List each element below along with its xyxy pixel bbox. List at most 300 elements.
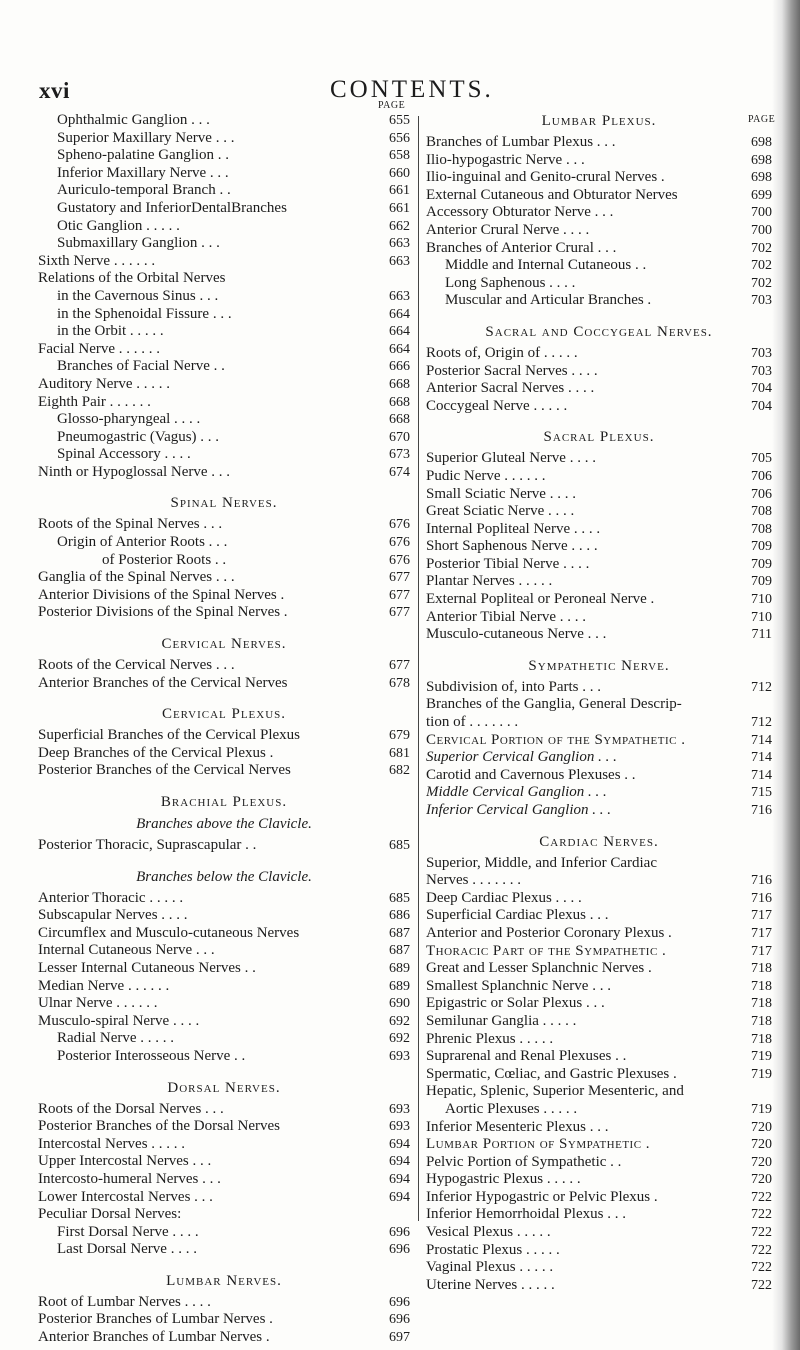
entry-title: Internal Cutaneous Nerve . . .: [38, 942, 215, 959]
entry-page-number: 720: [751, 1172, 772, 1188]
page-title: CONTENTS.: [330, 76, 494, 103]
toc-entry: [38, 446, 410, 464]
section-heading: Brachial Plexus.: [160, 794, 288, 810]
entry-page-number: 718: [751, 1013, 772, 1029]
entry-page-number: 703: [751, 293, 772, 309]
entry-title: Pneumogastric (Vagus) . . .: [57, 428, 220, 445]
entry-page-number: 658: [389, 148, 410, 164]
entry-title: Branches of Anterior Crural . . .: [426, 239, 617, 256]
entry-title: Great and Lesser Splanchnic Nerves .: [426, 960, 652, 977]
toc-entry: [38, 1030, 410, 1048]
entry-title: Phrenic Plexus . . . . .: [426, 1030, 554, 1047]
toc-section: [38, 494, 410, 622]
entry-title: in the Sphenoidal Fissure . . .: [57, 305, 232, 322]
entry-page-number: 705: [751, 451, 772, 467]
toc-entry: [38, 837, 410, 855]
toc-entry: [38, 1153, 410, 1171]
entry-title: Hypogastric Plexus . . . . .: [426, 1171, 581, 1188]
entry-title: Internal Popliteal Nerve . . . .: [426, 520, 601, 537]
entry-title: Superficial Branches of the Cervical Plexus: [38, 727, 301, 744]
entry-title: Suprarenal and Renal Plexuses . .: [426, 1048, 627, 1065]
entry-page-number: 694: [389, 1171, 410, 1187]
entry-title: Posterior Sacral Nerves . . . .: [426, 362, 598, 379]
entry-title: Gustatory and InferiorDentalBranches: [57, 199, 287, 216]
toc-entry: [426, 907, 772, 925]
toc-entry: [426, 855, 772, 873]
entry-title: Superior, Middle, and Inferior Cardiac: [426, 854, 657, 871]
toc-entry: [426, 1189, 772, 1207]
toc-entry: [426, 345, 772, 363]
toc-entry: [38, 341, 410, 359]
entry-page-number: 692: [389, 1013, 410, 1029]
entry-title: Thoracic Part of the Sympathetic .: [426, 942, 667, 959]
toc-entry: [38, 1206, 410, 1224]
toc-entry: [426, 169, 772, 187]
entry-title: Muscular and Articular Branches .: [445, 292, 652, 309]
entry-title: Inferior Hypogastric or Pelvic Plexus .: [426, 1188, 658, 1205]
entry-title: Plantar Nerves . . . . .: [426, 573, 553, 590]
toc-entry: [426, 1101, 772, 1119]
toc-section: [426, 657, 772, 820]
entry-page-number: 706: [751, 468, 772, 484]
toc-entry: [426, 134, 772, 152]
entry-page-number: 717: [751, 943, 772, 959]
entry-page-number: 703: [751, 345, 772, 361]
entry-page-number: 698: [751, 170, 772, 186]
entry-title: Superior Maxillary Nerve . . .: [57, 129, 235, 146]
entry-page-number: 689: [389, 960, 410, 976]
entry-page-number: 677: [389, 658, 410, 674]
entry-page-number: 686: [389, 908, 410, 924]
entry-page-number: 710: [751, 592, 772, 608]
entry-page-number: 660: [389, 165, 410, 181]
toc-entry: [38, 978, 410, 996]
toc-entry: [426, 749, 772, 767]
toc-entry: [426, 1206, 772, 1224]
section-subheading: Branches below the Clavicle.: [136, 868, 312, 885]
toc-entry: [426, 960, 772, 978]
toc-entry: [38, 235, 410, 253]
entry-page-number: 717: [751, 908, 772, 924]
entry-page-number: 664: [389, 324, 410, 340]
entry-title: Vaginal Plexus . . . . .: [426, 1259, 554, 1276]
entry-title: Branches of the Ganglia, General Descrip-: [426, 696, 682, 713]
entry-title: Epigastric or Solar Plexus . . .: [426, 995, 605, 1012]
section-heading: Dorsal Nerves.: [167, 1079, 281, 1096]
entry-page-number: 696: [389, 1312, 410, 1328]
toc-entry: [38, 942, 410, 960]
entry-page-number: 668: [389, 376, 410, 392]
entry-page-number: 718: [751, 961, 772, 977]
toc-entry: [426, 1171, 772, 1189]
entry-page-number: 722: [751, 1225, 772, 1241]
entry-title: Inferior Cervical Ganglion . . .: [426, 802, 611, 818]
entry-page-number: 702: [751, 258, 772, 274]
toc-entry: [426, 609, 772, 627]
toc-entry: [426, 275, 772, 293]
section-subheading: Branches above the Clavicle.: [136, 816, 312, 832]
toc-entry: [38, 218, 410, 236]
entry-title: Coccygeal Nerve . . . . .: [426, 397, 568, 414]
entry-page-number: 703: [751, 363, 772, 379]
entry-title: Intercostal Nerves . . . . .: [38, 1135, 186, 1152]
entry-page-number: 693: [389, 1119, 410, 1135]
entry-page-number: 690: [389, 996, 410, 1012]
entry-title: Anterior Thoracic . . . . .: [38, 889, 184, 906]
entry-title: Posterior Branches of the Cervical Nerves: [38, 762, 291, 779]
page-number: xvi: [39, 78, 70, 103]
toc-entry: [38, 1294, 410, 1312]
toc-entry: [426, 591, 772, 609]
entry-page-number: 716: [751, 803, 772, 818]
entry-title: tion of . . . . . . .: [426, 714, 519, 731]
entry-page-number: 704: [751, 398, 772, 414]
entry-title: Anterior and Posterior Coronary Plexus .: [426, 924, 672, 941]
toc-entry: [38, 270, 410, 288]
toc-section: [426, 833, 772, 1295]
section-heading: Cardiac Nerves.: [539, 833, 659, 850]
entry-page-number: 677: [389, 570, 410, 586]
toc-entry: [426, 556, 772, 574]
entry-title: Origin of Anterior Roots . . .: [57, 534, 228, 551]
entry-title: Spinal Accessory . . . .: [57, 446, 191, 463]
entry-title: Ganglia of the Spinal Nerves . . .: [38, 569, 235, 586]
toc-entry: [38, 1013, 410, 1031]
entry-page-number: 704: [751, 381, 772, 397]
toc-entry: [426, 872, 772, 890]
entry-page-number: 720: [751, 1119, 772, 1135]
entry-title: Inferior Hemorrhoidal Plexus . . .: [426, 1206, 626, 1223]
entry-title: Anterior Branches of the Cervical Nerves: [38, 674, 288, 691]
toc-entry: [426, 152, 772, 170]
entry-page-number: 693: [389, 1101, 410, 1117]
entry-page-number: 677: [389, 605, 410, 621]
entry-page-number: 674: [389, 464, 410, 480]
toc-entry: [38, 1189, 410, 1207]
entry-page-number: 673: [389, 447, 410, 463]
entry-page-number: 716: [751, 873, 772, 889]
entry-title: Superior Cervical Ganglion . . .: [426, 749, 617, 766]
toc-entry: [426, 380, 772, 398]
toc-entry: [426, 679, 772, 697]
toc-entry: [426, 925, 772, 943]
entry-title: Peculiar Dorsal Nerves:: [38, 1206, 182, 1223]
toc-entry: [426, 503, 772, 521]
entry-page-number: 661: [389, 183, 410, 199]
entry-title: Eighth Pair . . . . . .: [38, 393, 151, 410]
entry-page-number: 708: [751, 504, 772, 520]
toc-entry: [38, 1171, 410, 1189]
entry-title: Small Sciatic Nerve . . . .: [426, 485, 576, 502]
section-heading: Spinal Nerves.: [170, 495, 278, 512]
entry-title: Anterior Divisions of the Spinal Nerves .: [38, 586, 285, 603]
section-heading: Sacral Plexus.: [543, 429, 655, 446]
entry-title: Semilunar Ganglia . . . . .: [426, 1012, 577, 1029]
toc-entry: [38, 253, 410, 271]
toc-section: [38, 1272, 410, 1347]
entry-page-number: 720: [751, 1154, 772, 1170]
entry-page-number: 661: [389, 200, 410, 216]
toc-entry: [426, 732, 772, 750]
entry-title: Ophthalmic Ganglion . . .: [57, 112, 210, 128]
toc-section: [38, 868, 410, 1066]
toc-entry: [38, 394, 410, 412]
entry-title: Ninth or Hypoglossal Nerve . . .: [38, 463, 231, 480]
toc-section: [38, 705, 410, 780]
entry-title: Roots of, Origin of . . . . .: [426, 344, 578, 361]
toc-entry: [38, 587, 410, 605]
toc-entry: [426, 890, 772, 908]
section-heading: Sympathetic Nerve.: [528, 657, 670, 674]
entry-page-number: 706: [751, 486, 772, 502]
toc-entry: [426, 573, 772, 591]
toc-entry: [426, 363, 772, 381]
entry-title: Median Nerve . . . . . .: [38, 977, 170, 994]
entry-page-number: 664: [389, 306, 410, 322]
right-page-label: PAGE: [748, 114, 776, 125]
toc-entry: [426, 784, 772, 802]
entry-page-number: 716: [751, 890, 772, 906]
entry-title: Submaxillary Ganglion . . .: [57, 235, 220, 252]
entry-page-number: 708: [751, 521, 772, 537]
toc-entry: [426, 1031, 772, 1049]
toc-section: [426, 428, 772, 644]
entry-title: Middle Cervical Ganglion . . .: [426, 784, 607, 801]
entry-title: Superficial Cardiac Plexus . . .: [426, 907, 609, 924]
entry-title: Carotid and Cavernous Plexuses . .: [426, 766, 636, 783]
entry-page-number: 718: [751, 996, 772, 1012]
entry-title: Upper Intercostal Nerves . . .: [38, 1153, 212, 1170]
toc-entry: [38, 995, 410, 1013]
toc-entry: [38, 306, 410, 324]
toc-entry: [38, 323, 410, 341]
entry-title: Branches of Facial Nerve . .: [57, 358, 225, 375]
toc-entry: [426, 1224, 772, 1242]
entry-page-number: 718: [751, 978, 772, 994]
entry-page-number: 720: [751, 1137, 772, 1153]
entry-page-number: 693: [389, 1048, 410, 1064]
toc-entry: [426, 1259, 772, 1277]
entry-title: Posterior Branches of the Dorsal Nerves: [38, 1118, 281, 1135]
entry-title: Pudic Nerve . . . . . .: [426, 467, 546, 484]
entry-title: Anterior Tibial Nerve . . . .: [426, 608, 586, 625]
entry-page-number: 714: [751, 732, 772, 748]
entry-title: Ulnar Nerve . . . . . .: [38, 995, 158, 1012]
entry-title: Short Saphenous Nerve . . . .: [426, 538, 598, 555]
toc-entry: [38, 925, 410, 943]
entry-page-number: 709: [751, 539, 772, 555]
entry-title: Glosso-pharyngeal . . . .: [57, 411, 201, 428]
page-edge-shadow: [772, 0, 800, 1350]
entry-page-number: 715: [751, 785, 772, 801]
toc-entry: [426, 767, 772, 785]
entry-page-number: 656: [389, 130, 410, 146]
toc-entry: [38, 112, 410, 130]
entry-page-number: 663: [389, 236, 410, 252]
toc-entry: [426, 696, 772, 714]
entry-page-number: 670: [389, 429, 410, 445]
right-column: [426, 112, 772, 1294]
entry-page-number: 711: [751, 627, 772, 643]
entry-title: Subdivision of, into Parts . . .: [426, 678, 602, 695]
entry-title: Roots of the Spinal Nerves . . .: [38, 516, 223, 533]
section-heading: Cervical Nerves.: [161, 636, 287, 653]
entry-page-number: 717: [751, 925, 772, 941]
entry-title: Ilio-hypogastric Nerve . . .: [426, 151, 585, 168]
entry-title: Anterior Branches of Lumbar Nerves .: [38, 1329, 270, 1346]
entry-page-number: 678: [389, 675, 410, 691]
entry-title: Great Sciatic Nerve . . . .: [426, 503, 575, 520]
entry-title: Nerves . . . . . . .: [426, 872, 521, 889]
entry-title: Ilio-inguinal and Genito-crural Nerves .: [426, 169, 665, 186]
toc-entry: [38, 552, 410, 570]
toc-entry: [38, 727, 410, 745]
entry-title: Superior Gluteal Nerve . . . .: [426, 450, 596, 467]
entry-title: Posterior Thoracic, Suprascapular . .: [38, 837, 257, 853]
toc-entry: [426, 538, 772, 556]
entry-page-number: 696: [389, 1294, 410, 1310]
entry-title: Long Saphenous . . . .: [445, 274, 576, 291]
entry-title: Cervical Portion of the Sympathetic .: [426, 731, 686, 748]
toc-entry: [426, 292, 772, 310]
toc-entry: [38, 1101, 410, 1119]
toc-entry: [38, 182, 410, 200]
entry-page-number: 668: [389, 394, 410, 410]
toc-entry: [426, 187, 772, 205]
section-heading: Cervical Plexus.: [161, 706, 287, 723]
toc-entry: [426, 1242, 772, 1260]
entry-title: Lesser Internal Cutaneous Nerves . .: [38, 959, 256, 976]
toc-entry: [38, 429, 410, 447]
entry-page-number: 700: [751, 222, 772, 238]
entry-page-number: 685: [389, 838, 410, 853]
entry-page-number: 714: [751, 750, 772, 766]
toc-entry: [426, 398, 772, 416]
toc-section: [38, 1079, 410, 1259]
toc-entry: [426, 802, 772, 820]
entry-title: Roots of the Dorsal Nerves . . .: [38, 1100, 224, 1117]
toc-entry: [38, 675, 410, 693]
entry-page-number: 697: [389, 1330, 410, 1346]
entry-title: Accessory Obturator Nerve . . .: [426, 204, 614, 221]
entry-title: First Dorsal Nerve . . . .: [57, 1223, 199, 1240]
toc-entry: [38, 1224, 410, 1242]
entry-title: Spermatic, Cœliac, and Gastric Plexuses .: [426, 1065, 677, 1082]
toc-entry: [38, 200, 410, 218]
entry-title: Posterior Interosseous Nerve . .: [57, 1047, 246, 1064]
toc-entry: [426, 1154, 772, 1172]
entry-page-number: 662: [389, 218, 410, 234]
toc-entry: [426, 1013, 772, 1031]
toc-entry: [426, 240, 772, 258]
entry-page-number: 682: [389, 763, 410, 779]
entry-page-number: 702: [751, 275, 772, 291]
entry-page-number: 694: [389, 1136, 410, 1152]
toc-entry: [38, 745, 410, 763]
entry-page-number: 696: [389, 1224, 410, 1240]
entry-page-number: 719: [751, 1101, 772, 1117]
entry-title: in the Cavernous Sinus . . .: [57, 287, 219, 304]
toc-entry: [38, 288, 410, 306]
section-heading: Sacral and Coccygeal Nerves.: [485, 323, 713, 340]
entry-title: Posterior Branches of Lumbar Nerves .: [38, 1311, 273, 1328]
entry-title: Musculo-cutaneous Nerve . . .: [426, 626, 607, 643]
toc-entry: [426, 222, 772, 240]
toc-entry: [426, 626, 772, 644]
entry-page-number: 702: [751, 240, 772, 256]
entry-page-number: 712: [751, 679, 772, 695]
entry-page-number: 709: [751, 574, 772, 590]
entry-page-number: 700: [751, 205, 772, 221]
toc-entry: [426, 450, 772, 468]
toc-entry: [426, 1119, 772, 1137]
toc-entry: [38, 1136, 410, 1154]
entry-title: Auditory Nerve . . . . .: [38, 375, 171, 392]
toc-entry: [426, 468, 772, 486]
toc-entry: [38, 604, 410, 622]
entry-title: Branches of Lumbar Plexus . . .: [426, 134, 616, 150]
entry-title: Auriculo-temporal Branch . .: [57, 182, 231, 199]
entry-title: Root of Lumbar Nerves . . . .: [38, 1293, 211, 1310]
entry-title: Uterine Nerves . . . . .: [426, 1276, 555, 1293]
toc-entry: [38, 130, 410, 148]
toc-section: [426, 323, 772, 415]
entry-page-number: 698: [751, 135, 772, 150]
entry-title: External Cutaneous and Obturator Nerves: [426, 186, 678, 203]
entry-title: Vesical Plexus . . . . .: [426, 1224, 551, 1241]
toc-entry: [426, 978, 772, 996]
toc-entry: [426, 1136, 772, 1154]
entry-title: Inferior Mesenteric Plexus . . .: [426, 1118, 609, 1135]
toc-entry: [38, 569, 410, 587]
toc-entry: [426, 257, 772, 275]
entry-page-number: 676: [389, 552, 410, 568]
toc-entry: [38, 534, 410, 552]
entry-title: Aortic Plexuses . . . . .: [445, 1100, 578, 1117]
entry-page-number: 676: [389, 535, 410, 551]
entry-page-number: 719: [751, 1049, 772, 1065]
entry-title: of Posterior Roots . .: [102, 551, 227, 568]
toc-section: [38, 112, 410, 481]
entry-page-number: 699: [751, 187, 772, 203]
entry-title: Sixth Nerve . . . . . .: [38, 252, 156, 269]
entry-title: External Popliteal or Peroneal Nerve .: [426, 591, 655, 608]
toc-entry: [38, 376, 410, 394]
left-page-label: PAGE: [378, 100, 406, 111]
entry-title: Anterior Crural Nerve . . . .: [426, 221, 590, 238]
entry-page-number: 722: [751, 1242, 772, 1258]
entry-title: Otic Ganglion . . . . .: [57, 217, 180, 234]
toc-entry: [426, 943, 772, 961]
toc-entry: [426, 1083, 772, 1101]
column-divider: [418, 116, 419, 1221]
entry-title: Pelvic Portion of Sympathetic . .: [426, 1153, 622, 1170]
toc-entry: [38, 762, 410, 780]
entry-title: Intercosto-humeral Nerves . . .: [38, 1170, 221, 1187]
entry-title: Smallest Splanchnic Nerve . . .: [426, 977, 611, 994]
toc-entry: [38, 358, 410, 376]
toc-entry: [38, 411, 410, 429]
entry-page-number: 722: [751, 1260, 772, 1276]
toc-entry: [38, 1329, 410, 1347]
toc-entry: [38, 1241, 410, 1259]
toc-entry: [426, 1277, 772, 1295]
toc-entry: [38, 516, 410, 534]
entry-title: Lumbar Portion of Sympathetic .: [426, 1136, 651, 1153]
entry-title: Circumflex and Musculo-cutaneous Nerves: [38, 924, 300, 941]
entry-page-number: 709: [751, 556, 772, 572]
toc-entry: [38, 657, 410, 675]
